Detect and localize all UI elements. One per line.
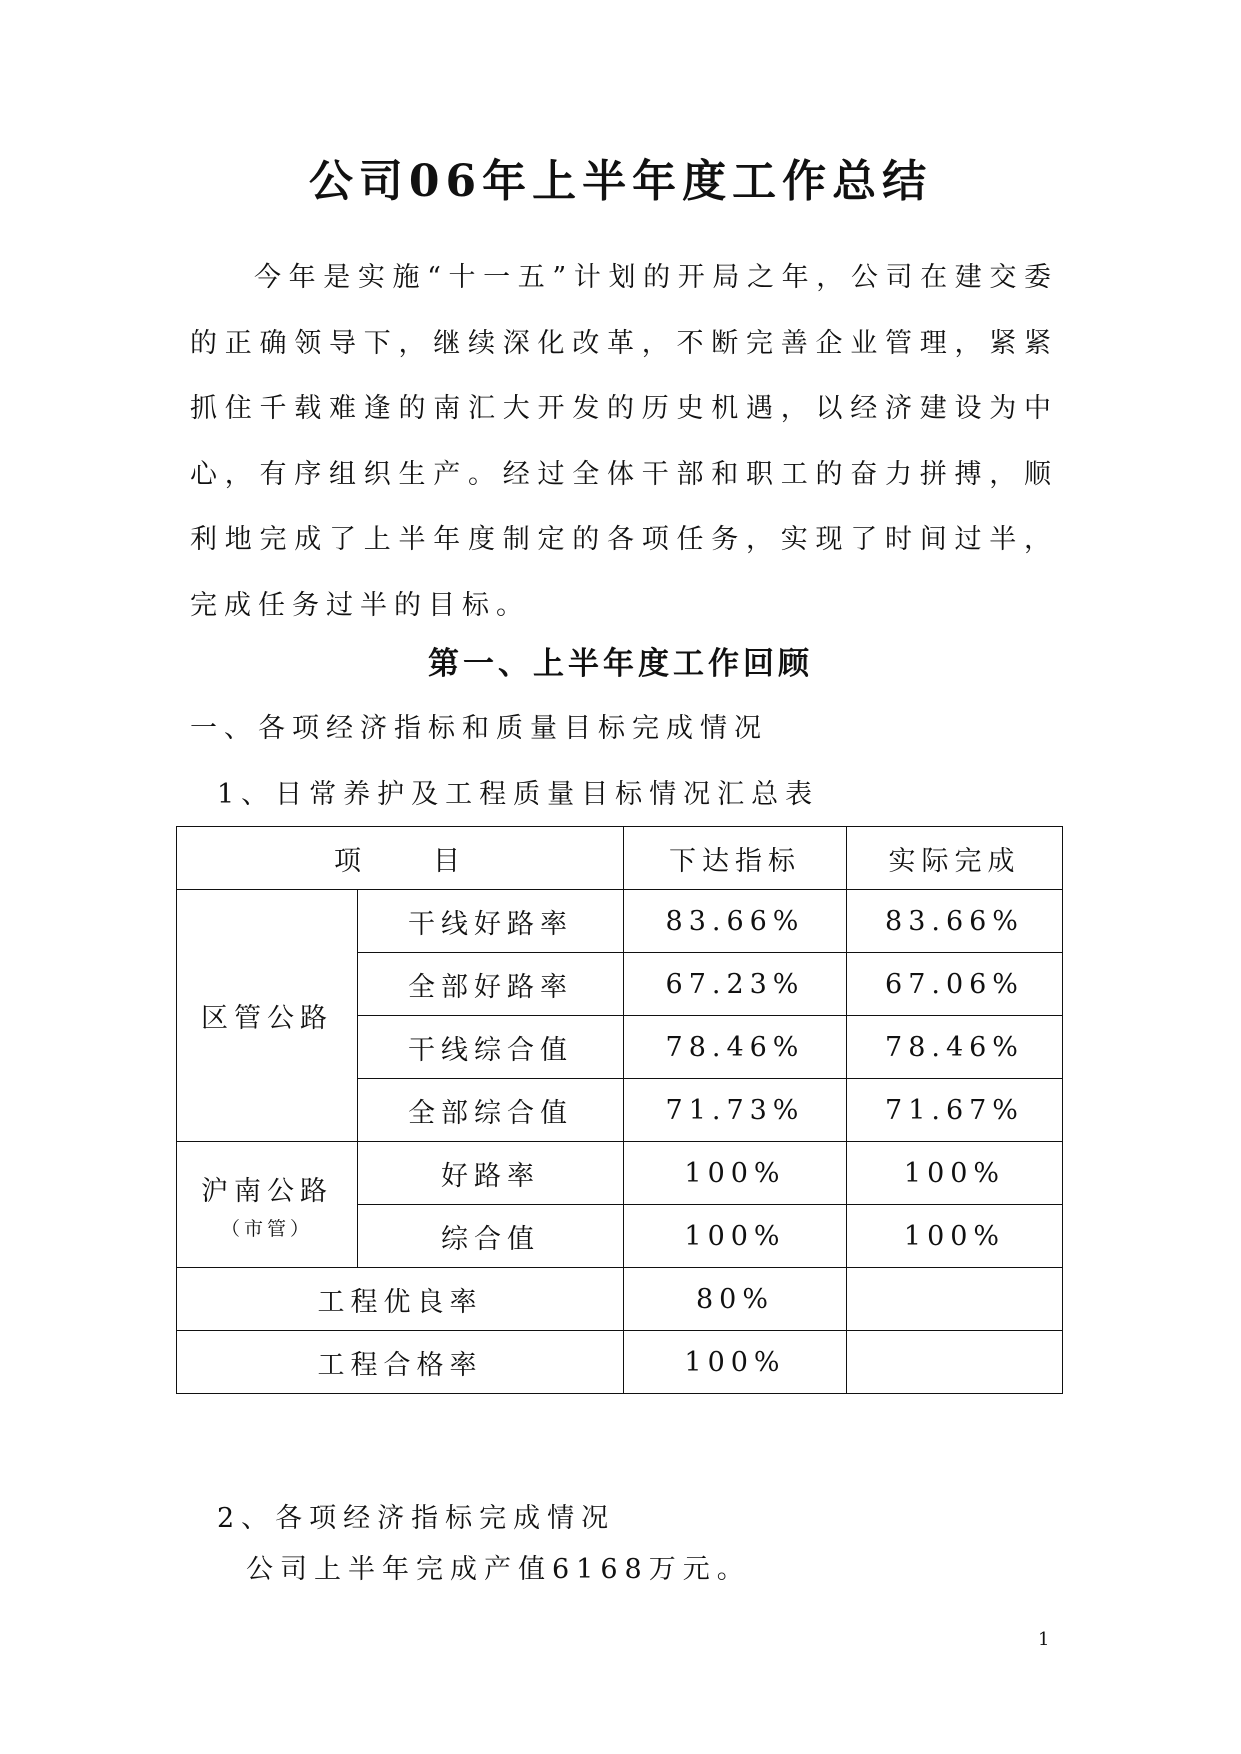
page-number: 1 (1038, 1629, 1050, 1650)
row-target: 83.66% (624, 890, 847, 953)
row-label: 综合值 (358, 1205, 624, 1268)
row-target: 100% (624, 1142, 847, 1205)
table-header-row (177, 827, 1063, 890)
subheading: 一、各项经济指标和质量目标完成情况 (190, 713, 768, 744)
table-row (177, 1142, 1063, 1205)
section-heading: 第一、上半年度工作回顾 (428, 646, 813, 682)
summary-target: 100% (624, 1331, 847, 1394)
row-actual: 100% (847, 1142, 1063, 1205)
header-target: 下达指标 (624, 827, 847, 890)
summary-actual (847, 1268, 1063, 1331)
row-actual: 100% (847, 1205, 1063, 1268)
summary-label: 工程合格率 (177, 1331, 624, 1394)
row-target: 100% (624, 1205, 847, 1268)
row-label: 干线好路率 (358, 890, 624, 953)
summary-label: 工程优良率 (177, 1268, 624, 1331)
table-row (177, 890, 1063, 953)
row-actual: 78.46% (847, 1016, 1063, 1079)
intro-paragraph: 今年是实施“十一五”计划的开局之年，公司在建交委的正确领导下，继续深化改革，不断完善企业管理，紧紧抓住千载难逢的南汇大开发的历史机遇，以经济建设为中心，有序组织生产。经过全体干部和职工的奋力拼搏，顺利地完成了上半年度制定的各项任务，实现了时间过半，完成任务过半的目标。 (190, 262, 1058, 621)
group-name: 沪南公路 (201, 1175, 333, 1207)
economic-output-text: 公司上半年完成产值6168万元。 (246, 1554, 751, 1585)
row-actual: 83.66% (847, 890, 1063, 953)
quality-target-table (176, 826, 1063, 1394)
row-actual: 67.06% (847, 953, 1063, 1016)
row-label: 干线综合值 (358, 1016, 624, 1079)
row-target: 78.46% (624, 1016, 847, 1079)
page-title: 公司06年上半年度工作总结 (308, 156, 933, 207)
group-name-district-road: 区管公路 (177, 890, 358, 1142)
table-row (177, 1331, 1063, 1394)
row-label: 全部好路率 (358, 953, 624, 1016)
summary-target: 80% (624, 1268, 847, 1331)
group-note: （市管） (220, 1217, 313, 1240)
economic-indicators-heading: 2、各项经济指标完成情况 (217, 1503, 616, 1534)
table-caption: 1、日常养护及工程质量目标情况汇总表 (217, 779, 820, 810)
row-actual: 71.67% (847, 1079, 1063, 1142)
row-label: 全部综合值 (358, 1079, 624, 1142)
row-target: 71.73% (624, 1079, 847, 1142)
table-row (177, 1268, 1063, 1331)
header-actual: 实际完成 (847, 827, 1063, 890)
summary-actual (847, 1331, 1063, 1394)
row-target: 67.23% (624, 953, 847, 1016)
row-label: 好路率 (358, 1142, 624, 1205)
header-item: 项 目 (177, 827, 624, 890)
group-name-hunan-road (177, 1142, 358, 1268)
